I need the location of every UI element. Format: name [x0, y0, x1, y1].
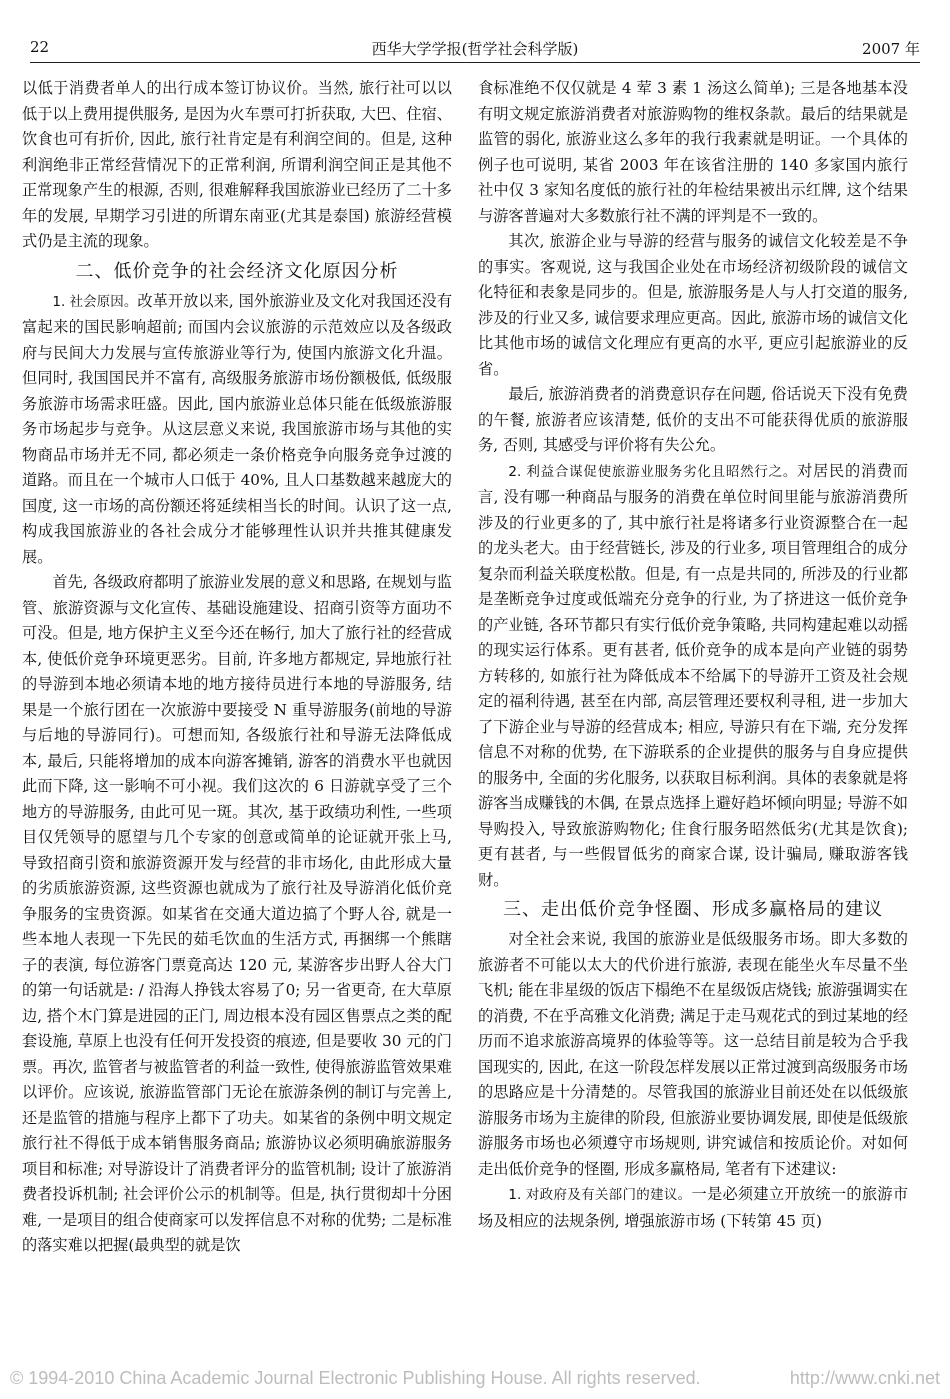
right-column — [478, 76, 908, 1366]
paragraph-body: 改革开放以来, 国外旅游业及文化对我国还没有富起来的国民影响超前; 而国内会议旅游的示范效应以及各级政府与民间大力发展与宣传旅游业等行为, 使国内旅游文化升温。但同时, 我国国民并不富有, 高级服务旅游市场份额极低, 低级服务旅游市场需求旺盛。因此, 国内旅游业总体只能在低级旅游服务市场起步与竞争。从这层意义来说, 我国旅游市场与其他的实物商品市场并无不同, 都必须走一条价格竞争向服务竞争过渡的道路。而且在一个城市人口低于 40%, 且人口基数越来越庞大的国度, 这一市场的高份额还将延续相当长的时间。认识了这一点, 构成我国旅游业的各社会成分才能够理性认识并共推其健康发展。 — [22, 291, 452, 566]
paragraph — [478, 459, 908, 894]
paragraph: 首先, 各级政府都明了旅游业发展的意义和思路, 在规划与监管、旅游资源与文化宣传、基础设施建设、招商引资等方面功不可没。但是, 地方保护主义至今还在畅行, 加大了旅行社的经营成本, 使低价竞争环境更恶劣。目前, 许多地方都规定, 异地旅行社的导游到本地必须请本地的地方接待员进行本地的导游服务, 结果是一个旅行团在一次旅游中要接受 N 重导游服务(前地的导游与后地的导游同行)。可想而知, 各级旅行社和导游无法降低成本, 最后, 只能将增加的成本向游客摊销, 游客的消费水平也就因此而下降, 这一影响不可小视。我们这次的 6 日游就享受了三个地方的导游服务, 由此可见一斑。其次, 基于政绩功利性, 一些项目仅凭领导的愿望与几个专家的创意或简单的论证就开张上马, 导致招商引资和旅游资源开发与经营的非市场化, 由此形成大量的劣质旅游资源, 这些资源也就成为了旅行社及导游消化低价竞争服务的宝贵资源。如某省在交通大道边搞了个野人谷, 就是一些本地人表现一下先民的茹毛饮血的生活方式, 再捆绑一个熊瞎子的表演, 每位游客门票竟高达 120 元, 某游客步出野人谷大门的第一句话就是: / 沿海人挣钱太容易了0; 另一省更奇, 在大草原边, 搭个木门算是进园的正门, 周边根本没有园区售票点之类的配套设施, 草原上也没有任何开发投资的痕迹, 但是要收 30 元的门票。再次, 监管者与被监管者的利益一致性, 使得旅游监管效果难以评价。应该说, 旅游监管部门无论在旅游条例的制订与完善上, 还是监管的措施与程序上都下了功夫。如某省的条例中明文规定旅行社不得低于成本销售服务商品; 旅游协议必须明确旅游服务项目和标准; 对导游设计了消费者评分的监管机制; 设计了旅游消费者投诉机制; 社会评价公示的机制等。但是, 执行贯彻却十分困难, 一是项目的组合使商家可以发挥信息不对称的优势; 二是标准的落实难以把握(最典型的就是饮 — [22, 573, 452, 1254]
section-heading: 二、低价竞争的社会经济文化原因分析 — [75, 260, 399, 282]
paragraph-body: 一是必须建立开放统一的旅游市场及相应的法规条例, 增强旅游市场 — [478, 1185, 908, 1230]
paragraph: 以低于消费者单人的出行成本签订协议价。当然, 旅行社可以以低于以上费用提供服务, 是因为火车票可打折获取, 大巴、住宿、饮食也可有折价, 因此, 旅行社肯定是有利润空间的。但是, 这种利润绝非正常经营情况下的正常利润, 所谓利润空间正是其他不正常现象产生的根源, 否则, 很难解释我国旅游业已经历了二十多年的发展, 早期学习引进的所谓东南亚(尤其是泰国) 旅游经营模式仍是主流的现象。 — [22, 79, 452, 250]
paragraph: 最后, 旅游消费者的消费意识存在问题, 俗话说天下没有免费的午餐, 旅游者应该清楚, 低价的支出不可能获得优质的旅游服务, 否则, 其感受与评价将有失公允。 — [478, 385, 908, 454]
publication-year: 2007 年 — [862, 40, 920, 58]
paragraph-lead: 2. 利益合谋促使旅游业服务劣化且昭然行之。 — [508, 463, 798, 480]
page-header — [30, 36, 920, 63]
paragraph: 食标准绝不仅仅就是 4 荤 3 素 1 汤这么简单); 三是各地基本没有明文规定旅游消费者对旅游购物的维权条款。最后的结果就是监管的弱化, 旅游业这么多年的我行我素就是明证。一个具体的例子也可说明, 某省 2003 年在该省注册的 140 多家国内旅行社中仅 3 家知名度低的旅行社的年检结果被出示红牌, 这个结果与游客普遍对大多数旅行社不满的评判是不一致的。 — [478, 79, 908, 225]
paragraph — [478, 1182, 908, 1234]
paragraph: 对全社会来说, 我国的旅游业是低级服务市场。即大多数的旅游者不可能以太大的代价进行旅游, 表现在能坐火车尽量不坐飞机; 能在非星级的饭店下榻绝不在星级饭店烧钱; 旅游强调实在的消费, 不在乎高雅文化消费; 满足于走马观花式的到过某地的经历而不追求旅游高境界的体验等等。这一总结目前是较为合乎我国现实的, 因此, 在这一阶段怎样发展以正常过渡到高级服务市场的思路应是十分清楚的。尽管我国的旅游业目前还处在以低级旅游服务市场为主旋律的阶段, 但旅游业要协调发展, 即使是低级旅游服务市场也必须遵守市场规则, 讲究诚信和按质论价。对如何走出低价竞争的怪圈, 形成多赢格局, 笔者有下述建议: — [478, 930, 908, 1178]
continuation-note: (下转第 45 页) — [720, 1211, 822, 1230]
journal-title: 西华大学学报(哲学社会科学版) — [371, 40, 579, 58]
copyright-watermark — [10, 1368, 940, 1396]
website-link[interactable]: http://www.cnki.net — [789, 1368, 940, 1388]
page-number: 22 — [30, 38, 50, 56]
paragraph-body: 对居民的消费而言, 没有哪一种商品与服务的消费在单位时间里能与旅游消费所涉及的行业更多的了, 其中旅行社是将诸多行业资源整合在一起的龙头老大。由于经营链长, 涉及的行业多, 项目管理组合的成分复杂而利益关联度松散。但是, 有一点是共同的, 所涉及的行业都是垄断竞争过度或低端充分竞争的行业, 为了挤进这一低价竞争的产业链, 各环节都只有实行低价竞争策略, 共同构建起难以动摇的现实运行体系。更有甚者, 低价竞争的成本是向产业链的弱势方转移的, 如旅行社为降低成本不给属下的导游开工资及社会规定的福利待遇, 甚至在内部, 高层管理还要权利寻租, 进一步加大了下游企业与导游的经营成本; 相应, 导游只有在下端, 充分发挥信息不对称的优势, 在下游联系的企业提供的服务与自身应提供的服务中, 全面的劣化服务, 以获取目标利润。具体的表象就是将游客当成赚钱的木偶, 在景点选择上避好趋坏倾向明显; 导游不如导购投入, 导致旅游购物化; 住食行服务昭然低劣(尤其是饮食); 更有甚者, 与一些假冒低劣的商家合谋, 设计骗局, 赚取游客钱财。 — [478, 461, 908, 889]
left-column — [22, 76, 452, 1366]
paragraph — [22, 289, 452, 571]
copyright-text: © 1994-2010 China Academic Journal Electronic Publishing House. All rights reserved. — [10, 1368, 701, 1388]
paragraph-lead: 1. 社会原因。 — [52, 293, 138, 310]
paragraph: 其次, 旅游企业与导游的经营与服务的诚信文化较差是不争的事实。客观说, 这与我国企业处在市场经济初级阶段的诚信文化特征和表象是同步的。但是, 旅游服务是人与人打交道的服务, 涉及的行业又多, 诚信要求理应更高。因此, 旅游市场的诚信文化比其他市场的诚信文化理应有更高的水平, 更应引起旅游业的反省。 — [478, 232, 908, 378]
paragraph-lead: 1. 对政府及有关部门的建议。 — [508, 1187, 692, 1203]
section-heading: 三、走出低价竞争怪圈、形成多赢格局的建议 — [503, 899, 883, 920]
